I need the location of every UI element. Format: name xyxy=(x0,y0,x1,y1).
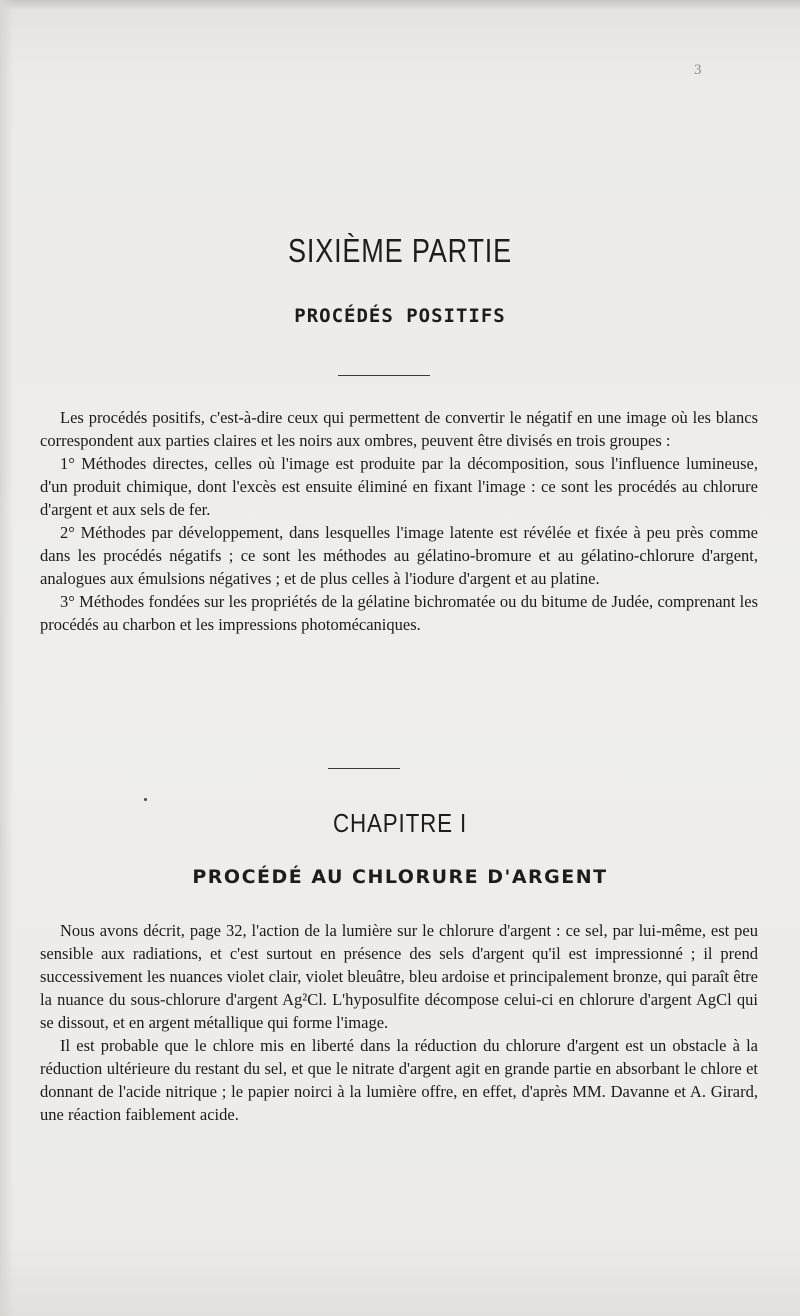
part-title: SIXIÈME PARTIE xyxy=(287,232,513,269)
page-left-edge xyxy=(0,0,14,1316)
chapter-title: CHAPITRE I xyxy=(332,808,468,838)
body-paragraph: Nous avons décrit, page 32, l'action de la lumière sur le chlorure d'argent : ce sel, par lui-même, est peu sensible aux radiations, et c'est surtout en présence des sels d'argent qu'il est impressionné ; il prend successivement les nuances violet clair, violet bleuâtre, bleu ardoise et principalement bronze, qui paraît être la nuance du sous-chlorure d'argent Ag²Cl. L'hyposulfite décompose celui-ci en chlorure d'argent AgCl qui se dissout, et en argent métallique qui forme l'image. xyxy=(40,921,758,1032)
body-paragraph: Il est probable que le chlore mis en liberté dans la réduction du chlorure d'argent est un obstacle à la réduction ultérieure du restant du sel, et que le nitrate d'argent agit en grande partie en absorbant le chlore et donnant de l'acide nitrique ; le papier noirci à la lumière offre, en effet, d'après MM. Davanne et A. Girard, une réaction faiblement acide. xyxy=(40,1036,758,1124)
chapter-subtitle: PROCÉDÉ AU CHLORURE D'ARGENT xyxy=(192,866,608,888)
part-subtitle: PROCÉDÉS POSITIFS xyxy=(294,305,506,327)
chapter-body xyxy=(40,919,758,1126)
method-item-3: 3° Méthodes fondées sur les propriétés de la gélatine bichromatée ou du bitume de Judée, comprenant les procédés au charbon et les impressions photomécaniques. xyxy=(40,592,758,634)
method-item-1: 1° Méthodes directes, celles où l'image est produite par la décomposition, sous l'influence lumineuse, d'un produit chimique, dont l'excès est ensuite éliminé en fixant l'image : ce sont les procédés au chlorure d'argent et aux sels de fer. xyxy=(40,454,758,519)
ink-speck xyxy=(144,798,147,801)
chapter-divider xyxy=(328,768,400,769)
page-top-edge xyxy=(0,0,800,10)
method-item-2: 2° Méthodes par développement, dans lesquelles l'image latente est révélée et fixée à peu près comme dans les procédés négatifs ; ce sont les méthodes au gélatino-bromure et au gélatino-chlorure d'argent, analogues aux émulsions négatives ; et de plus celles à l'iodure d'argent et au platine. xyxy=(40,523,758,588)
section-divider xyxy=(338,375,430,376)
page-number: 3 xyxy=(694,62,702,78)
intro-paragraph: Les procédés positifs, c'est-à-dire ceux qui permettent de convertir le négatif en une image où les blancs correspondent aux parties claires et les noirs aux ombres, peuvent être divisés en trois groupes : xyxy=(40,408,758,450)
intro-section xyxy=(40,406,758,636)
